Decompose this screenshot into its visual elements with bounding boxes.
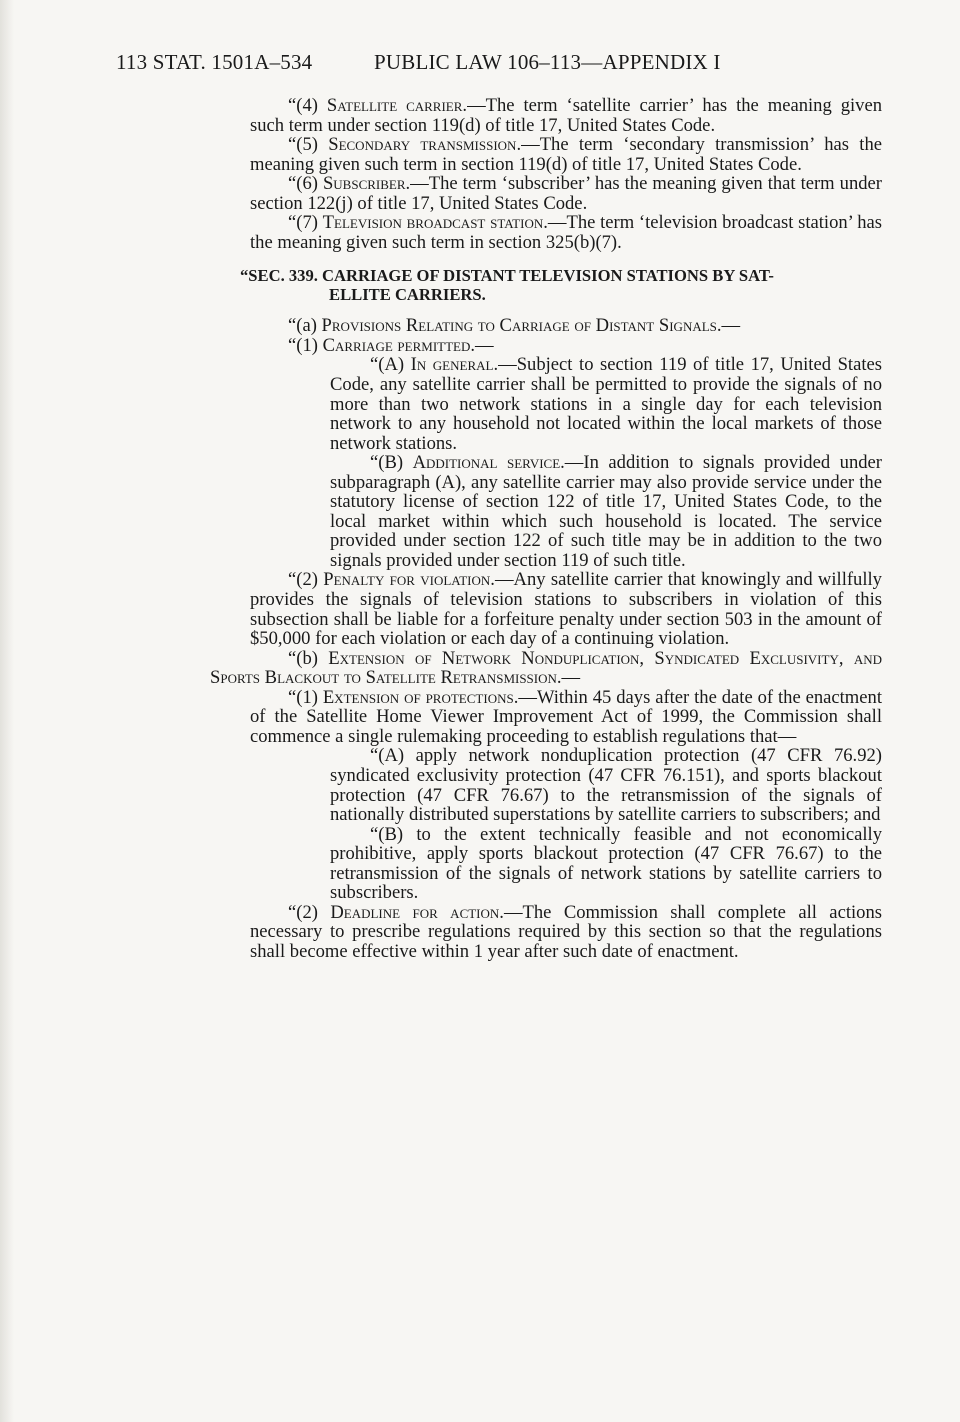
subparagraph-b1A: “(A) apply network nonduplication protection (47 CFR 76.92) syndicated exclusivity protection (47 CFR 76.151), and sports blackout protection (47 CFR 76.67) to the retransmission of the signals of nationally distributed superstations by satellite carriers to subscribers; and: [330, 745, 882, 826]
definition-7: “(7) Television broadcast station.—The term ‘television broadcast station’ has the meaning given such term in section 325(b)(7).: [250, 212, 882, 253]
body-text: [210, 95, 883, 962]
section-heading: “SEC. 339. CARRIAGE OF DISTANT TELEVISION STATIONS BY SAT- ELLITE CARRIERS.: [240, 266, 774, 305]
subparagraph-b1B: “(B) to the extent technically feasible and not economically prohibitive, apply sports blackout protection (47 CFR 76.67) to the retransmission of the signals of network stations by satellite carriers to subscribers.: [330, 823, 882, 904]
page-reference: 113 STAT. 1501A–534: [116, 50, 313, 74]
definition-5: “(5) Secondary transmission.—The term ‘secondary transmission’ has the meaning given such term in section 119(d) of title 17, United States Code.: [250, 134, 882, 175]
scan-edge-shadow: [0, 0, 14, 1422]
subsection-b-heading: “(b) Extension of Network Nonduplication, Syndicated Exclusivity, and Sports Blackout to Satellite Retransmission.—: [210, 647, 882, 689]
subparagraph-a1A: “(A) In general.—Subject to section 119 of title 17, United States Code, any satellite carrier shall be permitted to provide the signals of no more than two network stations in a single day for each television network to any household not located within the local markets of those network stations.: [330, 354, 882, 454]
definition-6: “(6) Subscriber.—The term ‘subscriber’ has the meaning given that term under section 122(j) of title 17, United States Code.: [250, 173, 882, 214]
law-title: PUBLIC LAW 106–113—APPENDIX I: [374, 50, 721, 74]
paragraph-b2: “(2) Deadline for action.—The Commission shall complete all actions necessary to prescribe regulations required by this section so that the regulations shall become effective within 1 year after such date of enactment.: [250, 901, 882, 962]
subparagraph-a1B: “(B) Additional service.—In addition to signals provided under subparagraph (A), any satellite carrier may also provide service under the statutory license of section 122 of title 17, United States Code, to the local market within which such household is located. The service provided under section 122 of such title may be in addition to the two signals provided under section 119 of such title.: [330, 452, 883, 571]
running-header: [116, 50, 896, 75]
paragraph-a2: “(2) Penalty for violation.—Any satellite carrier that knowingly and willfully provides the signals of television stations to subscribers in violation of this subsection shall be liable for a forfeiture penalty under section 503 in the amount of $50,000 for each violation or each day of a continuing violation.: [250, 569, 882, 650]
paragraph-a1-heading: “(1) Carriage permitted.—: [288, 334, 494, 356]
subsection-a-heading: “(a) Provisions Relating to Carriage of Distant Signals.—: [288, 315, 741, 337]
paragraph-b1: “(1) Extension of protections.—Within 45 days after the date of the enactment of the Satellite Home Viewer Improvement Act of 1999, the Commission shall commence a single rulemaking proceeding to establish regulations that—: [250, 686, 882, 747]
definition-4: “(4) Satellite carrier.—The term ‘satellite carrier’ has the meaning given such term under section 119(d) of title 17, United States Code.: [250, 95, 882, 136]
